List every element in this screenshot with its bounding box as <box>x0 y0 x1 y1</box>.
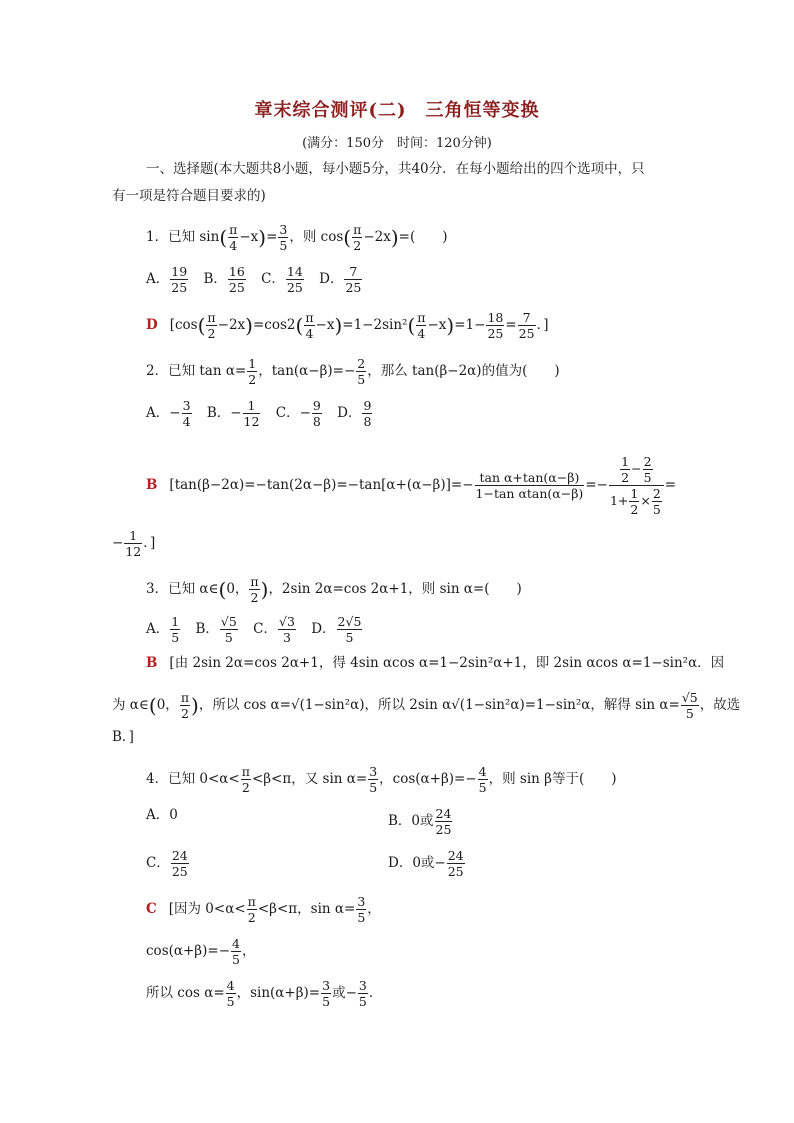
question-1-options <box>146 264 373 295</box>
question-3-solution: B [由 2sin 2α=cos 2α+1，得 4sin αcos α=1−2sin²α+1，即 2sin αcos α=1−sin²α．因 <box>146 655 725 671</box>
question-2: 2．已知 tan α= $\frac{1}{2}$ ，tan(α−β)=− $\frac{2}{5}$ ，那么 tan(β−2α)的值为( ) <box>146 356 560 387</box>
question-4-solution-line3: 所以 cos α= $\frac{4}{5}$ ，sin(α+β)= $\frac{3}{5}$ 或− $\frac{3}{5}$ ． <box>146 978 383 1009</box>
section-heading: 一、选择题(本大题共8小题，每小题5分，共40分．在每小题给出的四个选项中，只 <box>146 161 645 177</box>
question-1-solution: D [cos( $\frac{\pi}{2}$ −2x)=cos2( $\frac{\pi}{4}$ −x)=1−2sin²( $\frac{\pi}{4}$ −x)=1− $\frac{18}{25}$ = $\frac{7}{25}$ ．] <box>146 310 549 341</box>
question-2-solution: B [tan(β−2α)=−tan(2α−β)=−tan[α+(α−β)]=− $\frac{\text{tan α+tan(α−β)}}{\text{1−tan αtan(α−β)}}$ =− $\frac{1}{2}$ − $\frac{2}{5}$ 1+ $\frac{1}{2}$ × $\frac{2}{5}$ = <box>146 454 677 517</box>
option-a: A．− $\frac{3}{4}$ <box>146 398 191 429</box>
question-3-solution-end: B．] <box>112 729 134 745</box>
answer-letter: B <box>146 477 158 493</box>
page-title: 章末综合测评(二) 三角恒等变换 <box>254 100 540 121</box>
question-4-solution-line2: cos(α+β)=− $\frac{4}{5}$ ， <box>146 936 256 967</box>
question-3-solution-cont: 为 α∈(0， $\frac{\pi}{2}$ )，所以 cos α=√(1−sin²α)，所以 2sin α√(1−sin²α)=1−sin²α，解得 sin α= $\frac{√5}{5}$ ，故选 <box>112 690 741 721</box>
option-a: A．0 <box>146 807 178 823</box>
fraction: $\frac{3}{5}$ <box>279 222 288 253</box>
option-d: D． $\frac{9}{8}$ <box>337 398 372 429</box>
question-4-solution: C [因为 0<α< $\frac{\pi}{2}$ <β<π，sin α= $\frac{3}{5}$ ， <box>146 894 381 925</box>
fraction: $\frac{\pi}{2}$ <box>353 222 362 253</box>
question-3-options <box>146 614 373 645</box>
question-3: 3．已知 α∈(0， $\frac{\pi}{2}$ )，2sin 2α=cos 2α+1，则 sin α=( ) <box>146 574 522 605</box>
option-d: D． $\frac{2√5}{5}$ <box>311 614 362 645</box>
option-c: C．− $\frac{9}{8}$ <box>275 398 321 429</box>
option-d: D．0或− $\frac{24}{25}$ <box>388 848 464 879</box>
option-c: C． $\frac{√3}{3}$ <box>253 614 295 645</box>
option-a: A． $\frac{1}{5}$ <box>146 614 180 645</box>
option-b: B． $\frac{√5}{5}$ <box>195 614 237 645</box>
option-b: B． $\frac{16}{25}$ <box>203 264 245 295</box>
question-2-options <box>146 398 383 429</box>
answer-letter: B <box>146 655 158 671</box>
option-b: B．− $\frac{1}{12}$ <box>206 398 260 429</box>
question-1: 1．已知 sin( $\frac{\pi}{4}$ −x)= $\frac{3}{5}$ ，则 cos( $\frac{\pi}{2}$ −2x)=( ) <box>146 222 448 253</box>
question-2-solution-cont: − $\frac{1}{12}$ ．] <box>112 528 156 559</box>
answer-letter: C <box>146 901 157 917</box>
answer-letter: D <box>146 317 158 333</box>
option-b: B．0或 $\frac{24}{25}$ <box>388 806 452 837</box>
section-heading-cont: 有一项是符合题目要求的) <box>112 188 266 204</box>
option-a: A． $\frac{19}{25}$ <box>146 264 188 295</box>
option-d: D． $\frac{7}{25}$ <box>319 264 362 295</box>
fraction: $\frac{\pi}{4}$ <box>229 222 238 253</box>
option-c: C． $\frac{14}{25}$ <box>261 264 303 295</box>
compound-fraction: $\frac{1}{2}$ − $\frac{2}{5}$ 1+ $\frac{1}{2}$ × $\frac{2}{5}$ <box>609 454 664 517</box>
page-subtitle: (满分：150分 时间：120分钟) <box>302 136 492 151</box>
option-c: C． $\frac{24}{25}$ <box>146 848 188 879</box>
question-4: 4．已知 0<α< $\frac{\pi}{2}$ <β<π，又 sin α= $\frac{3}{5}$ ，cos(α+β)=− $\frac{4}{5}$ ，则 sin β等于( ) <box>146 764 617 795</box>
